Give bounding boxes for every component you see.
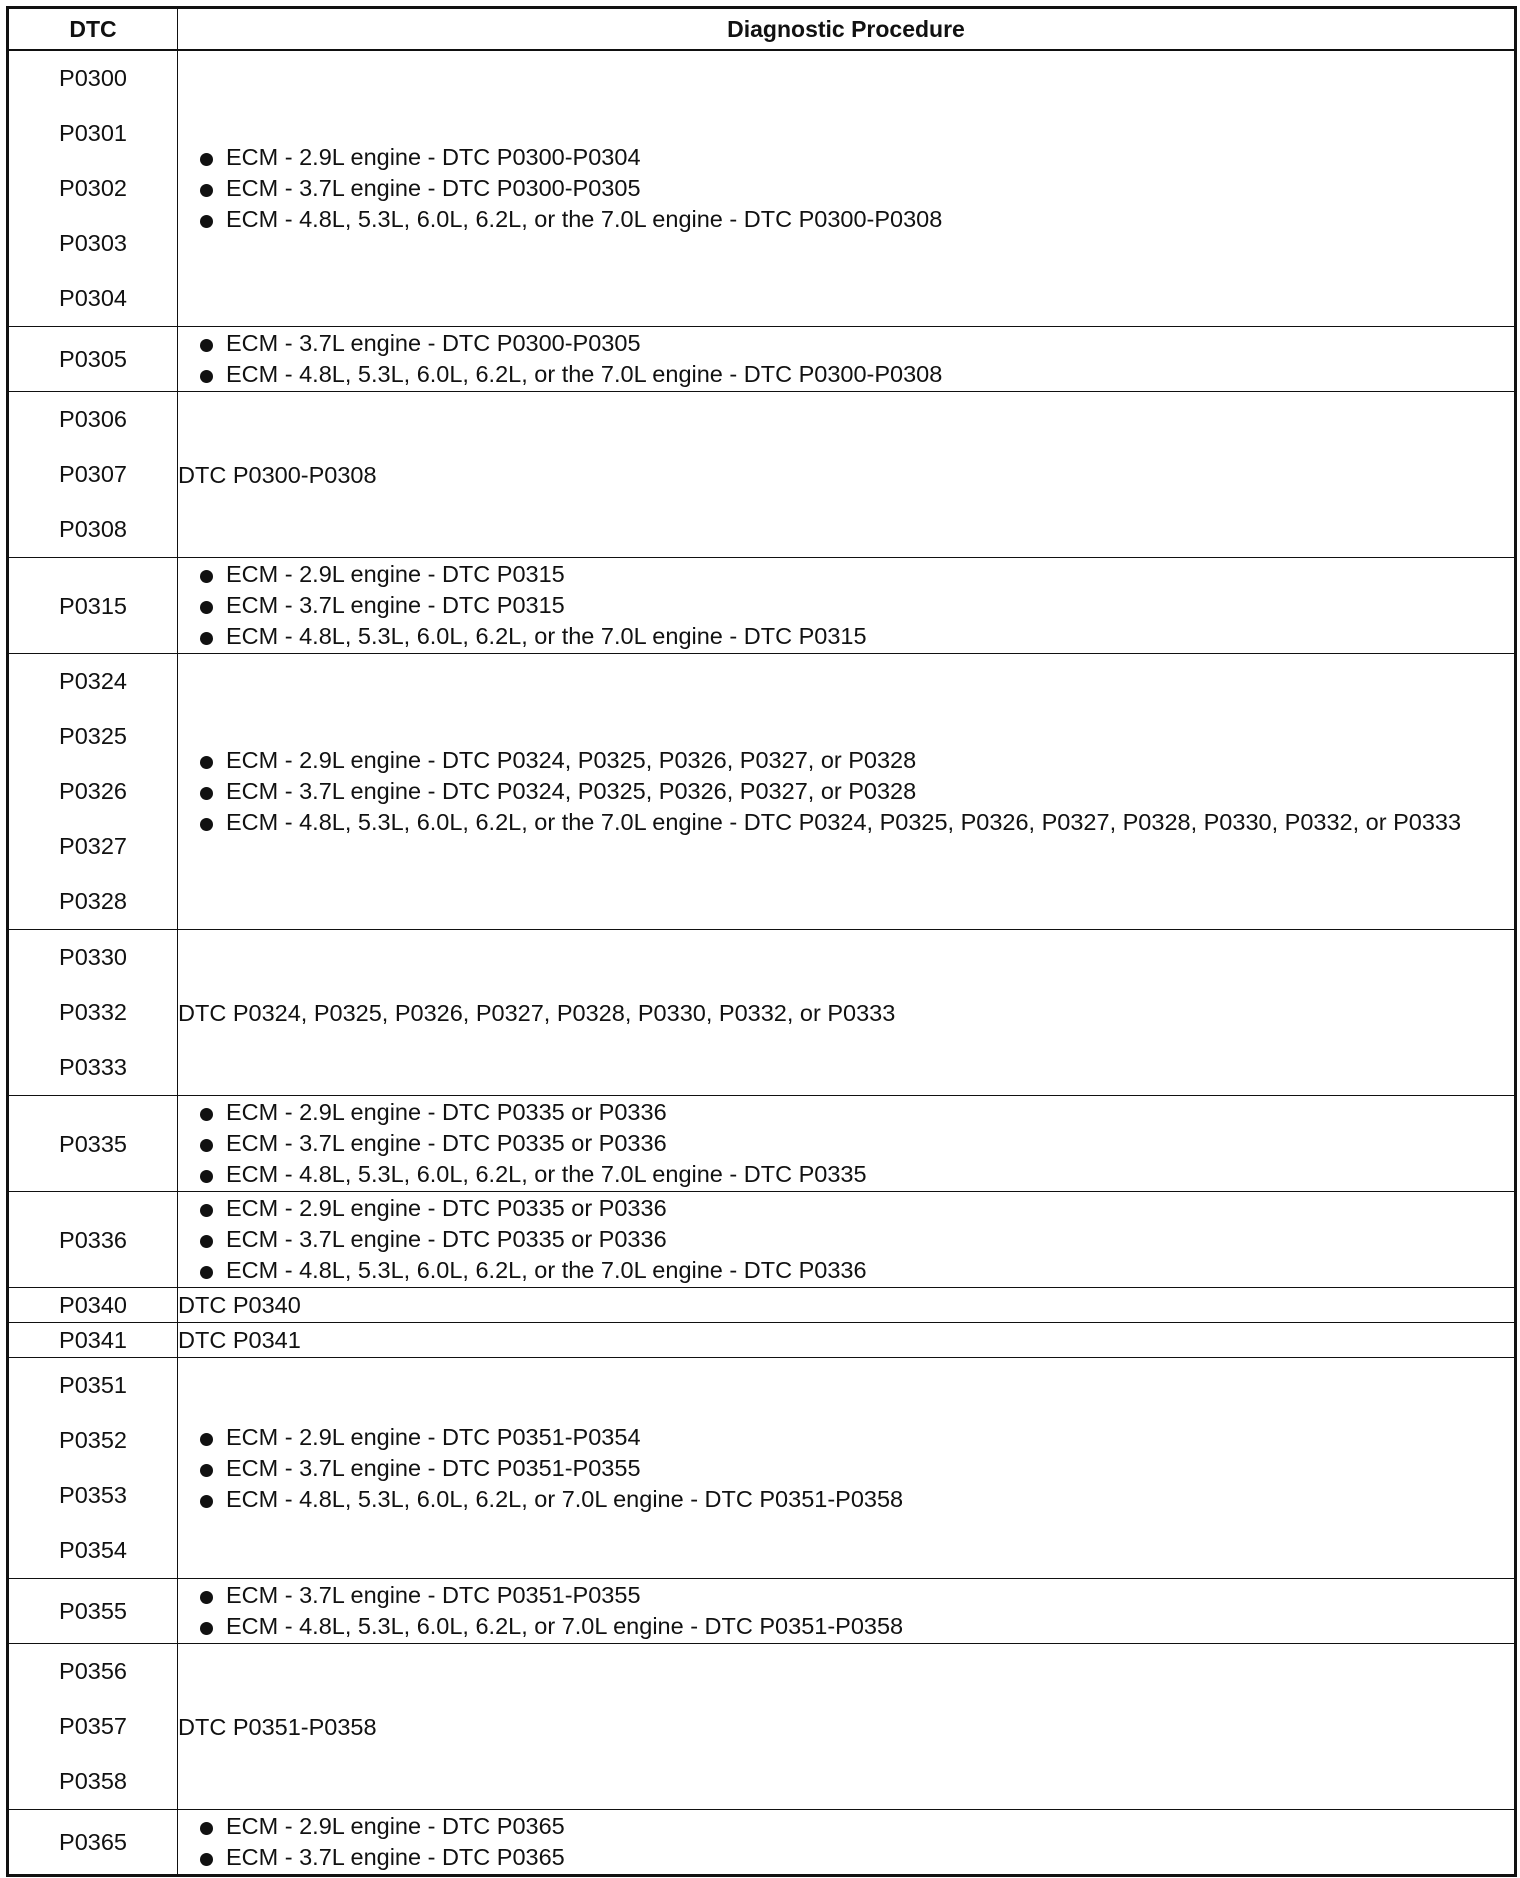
procedure-list [178, 1812, 1514, 1872]
dtc-cell [8, 1288, 178, 1323]
dtc-cell [8, 654, 178, 930]
dtc-code: P0353 [59, 1482, 127, 1508]
procedure-cell [178, 1192, 1516, 1288]
procedure-item: ECM - 3.7L engine - DTC P0315 [178, 591, 1514, 620]
header-procedure: Diagnostic Procedure [178, 8, 1516, 51]
table-row [8, 1810, 1516, 1876]
procedure-cell [178, 1358, 1516, 1579]
procedure-text: DTC P0300-P0308 [178, 461, 377, 488]
dtc-code: P0305 [59, 346, 127, 372]
dtc-code: P0325 [59, 723, 127, 749]
dtc-cell [8, 1358, 178, 1579]
procedure-item: ECM - 4.8L, 5.3L, 6.0L, 6.2L, or 7.0L engine - DTC P0351-P0358 [178, 1485, 1514, 1514]
procedure-cell [178, 1096, 1516, 1192]
procedure-item: ECM - 3.7L engine - DTC P0351-P0355 [178, 1454, 1514, 1483]
procedure-item: ECM - 4.8L, 5.3L, 6.0L, 6.2L, or the 7.0L engine - DTC P0300-P0308 [178, 205, 1514, 234]
procedure-list [178, 1194, 1514, 1285]
procedure-cell [178, 1644, 1516, 1810]
procedure-cell [178, 558, 1516, 654]
table-row [8, 392, 1516, 558]
table-row [8, 1323, 1516, 1358]
table-row [8, 1358, 1516, 1579]
dtc-cell [8, 1810, 178, 1876]
dtc-code: P0352 [59, 1427, 127, 1453]
procedure-item: ECM - 2.9L engine - DTC P0365 [178, 1812, 1514, 1841]
procedure-cell [178, 654, 1516, 930]
procedure-item: ECM - 3.7L engine - DTC P0300-P0305 [178, 329, 1514, 358]
table-row [8, 558, 1516, 654]
dtc-cell [8, 1096, 178, 1192]
dtc-cell [8, 50, 178, 327]
table-row [8, 1096, 1516, 1192]
procedure-item: ECM - 3.7L engine - DTC P0324, P0325, P0326, P0327, or P0328 [178, 777, 1514, 806]
dtc-cell [8, 392, 178, 558]
procedure-list [178, 1581, 1514, 1641]
procedure-item: ECM - 2.9L engine - DTC P0335 or P0336 [178, 1194, 1514, 1223]
procedure-text: DTC P0340 [178, 1292, 301, 1318]
dtc-code: P0308 [59, 516, 127, 542]
table-row [8, 654, 1516, 930]
table-row [8, 327, 1516, 392]
dtc-code: P0333 [59, 1054, 127, 1080]
dtc-cell [8, 930, 178, 1096]
dtc-code: P0354 [59, 1537, 127, 1563]
procedure-list [178, 746, 1514, 837]
table-row [8, 1288, 1516, 1323]
dtc-cell [8, 1644, 178, 1810]
table-row [8, 930, 1516, 1096]
dtc-code: P0303 [59, 230, 127, 256]
dtc-code: P0306 [59, 406, 127, 432]
procedure-text: DTC P0351-P0358 [178, 1713, 377, 1740]
procedure-item: ECM - 3.7L engine - DTC P0365 [178, 1843, 1514, 1872]
dtc-code: P0336 [59, 1226, 127, 1253]
dtc-cell [8, 558, 178, 654]
procedure-item: ECM - 4.8L, 5.3L, 6.0L, 6.2L, or 7.0L engine - DTC P0351-P0358 [178, 1612, 1514, 1641]
table-row [8, 1644, 1516, 1810]
procedure-item: ECM - 4.8L, 5.3L, 6.0L, 6.2L, or the 7.0L engine - DTC P0335 [178, 1160, 1514, 1189]
procedure-cell [178, 1579, 1516, 1644]
table-row [8, 1192, 1516, 1288]
dtc-code: P0327 [59, 833, 127, 859]
dtc-cell [8, 327, 178, 392]
table-row [8, 50, 1516, 327]
dtc-procedure-table [6, 6, 1517, 1877]
dtc-code: P0356 [59, 1658, 127, 1684]
dtc-cell [8, 1323, 178, 1358]
procedure-item: ECM - 3.7L engine - DTC P0351-P0355 [178, 1581, 1514, 1610]
dtc-code: P0324 [59, 668, 127, 694]
dtc-code: P0326 [59, 778, 127, 804]
procedure-cell [178, 1323, 1516, 1358]
procedure-item: ECM - 4.8L, 5.3L, 6.0L, 6.2L, or the 7.0L engine - DTC P0324, P0325, P0326, P0327, P0328, P0330, P0332, or P0333 [178, 808, 1514, 837]
procedure-cell [178, 1288, 1516, 1323]
table-body [8, 50, 1516, 1876]
dtc-code: P0341 [59, 1327, 127, 1353]
procedure-item: ECM - 3.7L engine - DTC P0300-P0305 [178, 174, 1514, 203]
dtc-cell [8, 1579, 178, 1644]
procedure-cell [178, 392, 1516, 558]
procedure-cell [178, 50, 1516, 327]
dtc-code: P0300 [59, 65, 127, 91]
procedure-item: ECM - 2.9L engine - DTC P0324, P0325, P0326, P0327, or P0328 [178, 746, 1514, 775]
dtc-cell [8, 1192, 178, 1288]
dtc-code: P0358 [59, 1768, 127, 1794]
dtc-code: P0335 [59, 1130, 127, 1157]
procedure-item: ECM - 2.9L engine - DTC P0315 [178, 560, 1514, 589]
procedure-item: ECM - 2.9L engine - DTC P0300-P0304 [178, 143, 1514, 172]
procedure-item: ECM - 4.8L, 5.3L, 6.0L, 6.2L, or the 7.0L engine - DTC P0336 [178, 1256, 1514, 1285]
procedure-list [178, 560, 1514, 651]
dtc-code: P0304 [59, 285, 127, 311]
header-dtc: DTC [8, 8, 178, 51]
dtc-code: P0357 [59, 1713, 127, 1739]
dtc-code: P0355 [59, 1598, 127, 1624]
dtc-code: P0340 [59, 1292, 127, 1318]
procedure-list [178, 1098, 1514, 1189]
dtc-code: P0307 [59, 461, 127, 487]
procedure-item: ECM - 4.8L, 5.3L, 6.0L, 6.2L, or the 7.0L engine - DTC P0300-P0308 [178, 360, 1514, 389]
procedure-cell [178, 930, 1516, 1096]
procedure-item: ECM - 3.7L engine - DTC P0335 or P0336 [178, 1129, 1514, 1158]
procedure-cell [178, 327, 1516, 392]
procedure-list [178, 1423, 1514, 1514]
procedure-list [178, 329, 1514, 389]
procedure-cell [178, 1810, 1516, 1876]
procedure-list [178, 143, 1514, 234]
procedure-item: ECM - 2.9L engine - DTC P0351-P0354 [178, 1423, 1514, 1452]
procedure-text: DTC P0324, P0325, P0326, P0327, P0328, P0330, P0332, or P0333 [178, 999, 896, 1026]
table-row [8, 1579, 1516, 1644]
dtc-code: P0332 [59, 999, 127, 1025]
dtc-code: P0328 [59, 888, 127, 914]
dtc-code: P0330 [59, 944, 127, 970]
dtc-code: P0302 [59, 175, 127, 201]
dtc-code: P0365 [59, 1829, 127, 1855]
dtc-code: P0315 [59, 592, 127, 619]
dtc-code: P0351 [59, 1372, 127, 1398]
procedure-text: DTC P0341 [178, 1327, 301, 1353]
procedure-item: ECM - 2.9L engine - DTC P0335 or P0336 [178, 1098, 1514, 1127]
header-row [8, 8, 1516, 51]
procedure-item: ECM - 3.7L engine - DTC P0335 or P0336 [178, 1225, 1514, 1254]
dtc-code: P0301 [59, 120, 127, 146]
procedure-item: ECM - 4.8L, 5.3L, 6.0L, 6.2L, or the 7.0L engine - DTC P0315 [178, 622, 1514, 651]
